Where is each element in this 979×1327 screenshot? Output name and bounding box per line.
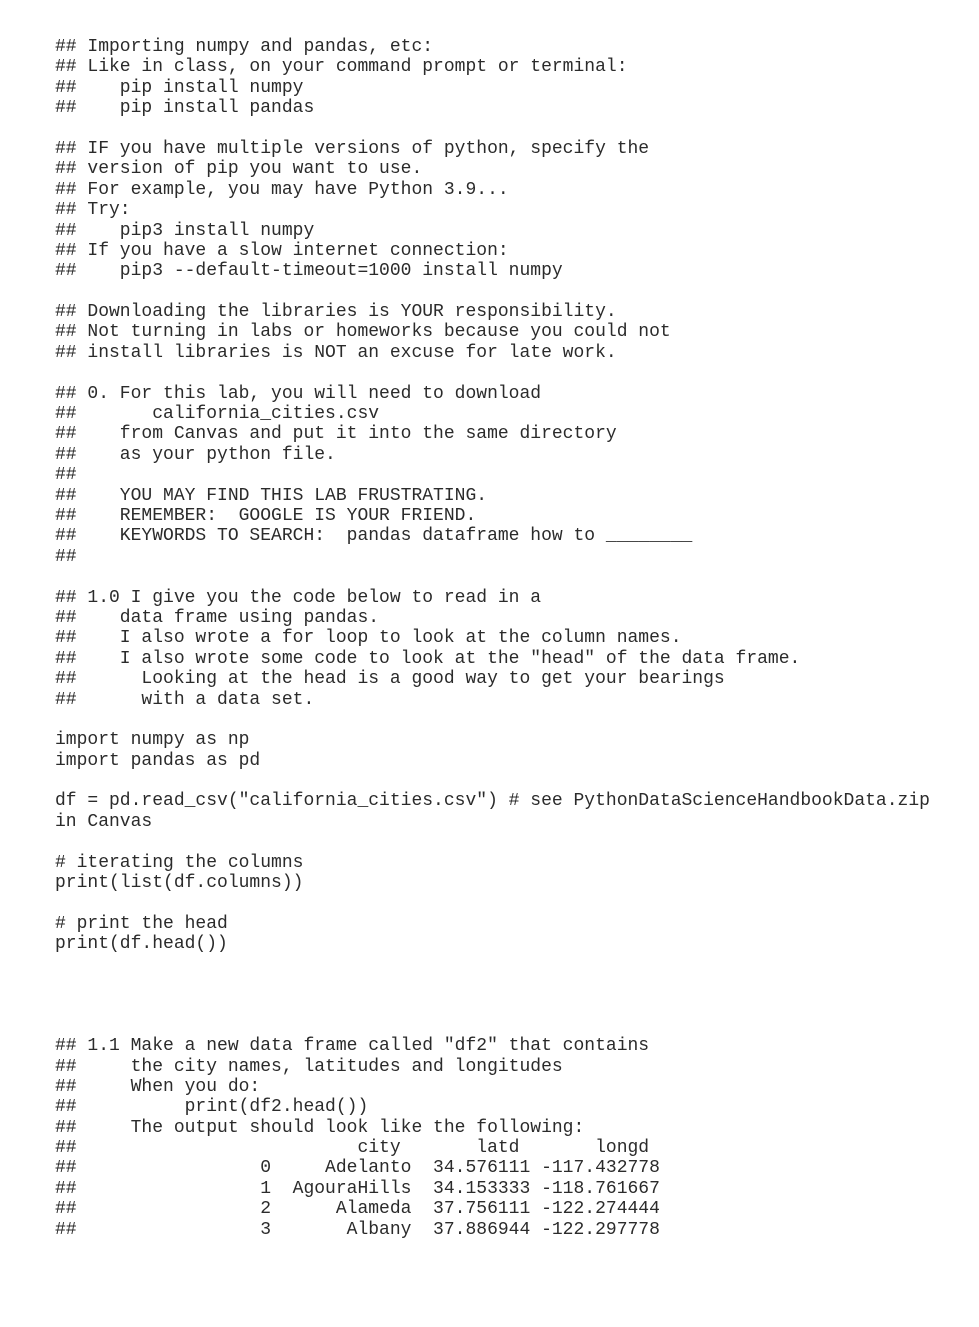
code-line: ##: [55, 465, 77, 486]
code-line: ## california_cities.csv: [55, 404, 380, 425]
code-line: [55, 1016, 930, 1036]
code-line: ## Not turning in labs or homeworks because you could not: [55, 322, 671, 343]
code-line: [55, 832, 930, 852]
code-line: ## Try:: [55, 200, 131, 221]
code-line: ## Importing numpy and pandas, etc:: [55, 37, 434, 57]
code-line: import numpy as np: [55, 730, 250, 751]
code-line: ## install libraries is NOT an excuse for late work.: [55, 342, 617, 363]
code-line: ## I also wrote some code to look at the "head" of the data frame.: [55, 648, 801, 669]
code-line: print(list(df.columns)): [55, 873, 304, 894]
code-line: ## Like in class, on your command prompt or terminal:: [55, 57, 628, 78]
code-line: ## 3 Albany 37.886944 -122.297778: [55, 1219, 660, 1240]
code-line: [55, 955, 930, 975]
code-line: ## YOU MAY FIND THIS LAB FRUSTRATING.: [55, 485, 488, 506]
code-line: ## When you do:: [55, 1076, 261, 1097]
code-line: [55, 567, 930, 587]
code-line: ## Downloading the libraries is YOUR responsibility.: [55, 302, 617, 323]
code-line: ## with a data set.: [55, 689, 315, 710]
code-line: df = pd.read_csv("california_cities.csv") # see PythonDataScienceHandbookData.zip: [55, 791, 930, 812]
code-line: [55, 710, 930, 730]
code-line: ## If you have a slow internet connection:: [55, 240, 509, 261]
code-line: ## pip install pandas: [55, 98, 315, 119]
code-line: ## city latd longd: [55, 1138, 650, 1159]
code-line: [55, 771, 930, 791]
code-line: in Canvas: [55, 811, 153, 832]
code-line: [55, 995, 930, 1015]
code-line: ## KEYWORDS TO SEARCH: pandas dataframe how to ________: [55, 526, 693, 547]
code-document: [55, 37, 930, 1240]
code-line: ## data frame using pandas.: [55, 607, 380, 628]
code-line: [55, 363, 930, 383]
code-line: ## REMEMBER: GOOGLE IS YOUR FRIEND.: [55, 505, 477, 526]
code-line: ## IF you have multiple versions of python, specify the: [55, 138, 650, 159]
code-line: [55, 282, 930, 302]
code-line: # print the head: [55, 913, 228, 934]
code-line: ## Looking at the head is a good way to get your bearings: [55, 669, 725, 690]
code-line: ##: [55, 546, 77, 567]
code-line: [55, 975, 930, 995]
code-line: ## 2 Alameda 37.756111 -122.274444: [55, 1199, 660, 1220]
code-line: ## For example, you may have Python 3.9...: [55, 179, 509, 200]
code-line: [55, 893, 930, 913]
code-line: ## as your python file.: [55, 444, 336, 465]
code-line: ## print(df2.head()): [55, 1097, 369, 1118]
code-line: ## version of pip you want to use.: [55, 159, 423, 180]
code-line: ## The output should look like the following:: [55, 1117, 585, 1138]
code-line: ## pip3 install numpy: [55, 220, 315, 241]
code-line: ## 1 AgouraHills 34.153333 -118.761667: [55, 1178, 660, 1199]
code-line: [55, 119, 930, 139]
code-line: ## I also wrote a for loop to look at the column names.: [55, 628, 682, 649]
code-line: print(df.head()): [55, 934, 228, 955]
code-line: ## 1.0 I give you the code below to read in a: [55, 587, 542, 608]
code-line: ## pip3 --default-timeout=1000 install numpy: [55, 261, 563, 282]
code-line: ## the city names, latitudes and longitudes: [55, 1056, 563, 1077]
code-line: ## from Canvas and put it into the same directory: [55, 424, 617, 445]
code-line: ## 0. For this lab, you will need to download: [55, 383, 542, 404]
code-line: ## pip install numpy: [55, 77, 304, 98]
code-line: ## 1.1 Make a new data frame called "df2" that contains: [55, 1036, 650, 1057]
code-line: import pandas as pd: [55, 750, 261, 771]
code-line: # iterating the columns: [55, 852, 304, 873]
code-line: ## 0 Adelanto 34.576111 -117.432778: [55, 1158, 660, 1179]
